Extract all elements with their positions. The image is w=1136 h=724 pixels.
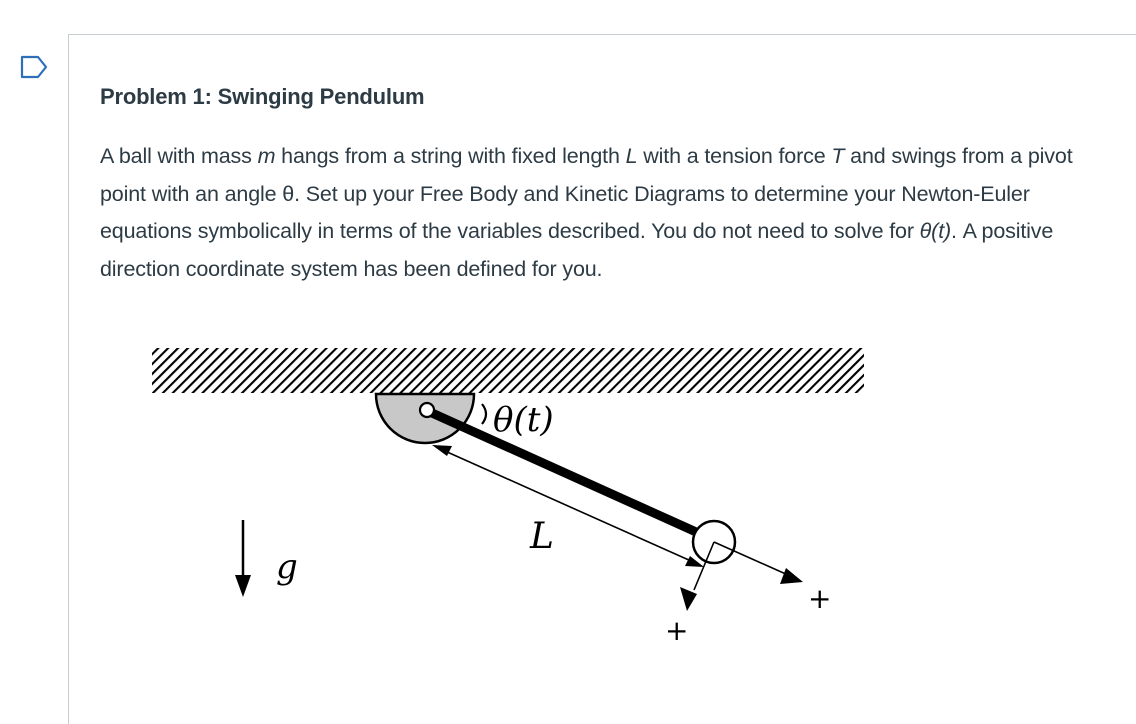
text-segment: with a tension force [637, 144, 832, 168]
radial-axis-arrowhead [780, 568, 803, 584]
text-segment: hangs from a string with fixed length [275, 144, 626, 168]
var-T: T [831, 144, 845, 168]
ceiling-hatch [152, 348, 864, 393]
text-segment: and swings from a pivot point with an angle θ. Set up your Free Body and Kinetic Diagrams to determine your Newton-Euler equations symbolically in terms of the variables described. You do not need to solve for [100, 144, 1073, 243]
var-m: m [257, 144, 276, 168]
radial-plus-label: + [808, 582, 832, 615]
var-L: L [625, 144, 638, 168]
question-title: Problem 1: Swinging Pendulum [100, 84, 425, 109]
length-label: L [530, 516, 554, 557]
var-theta-t: θ(t) [919, 219, 952, 243]
angle-label: θ(t) [493, 400, 554, 440]
gravity-arrowhead [235, 575, 251, 597]
angle-arc [482, 404, 486, 424]
pivot-mount [376, 394, 474, 443]
tangential-axis-arrowhead [680, 587, 697, 611]
length-arrow-head-start [432, 445, 452, 456]
text-segment: . A positive direction coordinate system has been defined for you. [100, 219, 1054, 281]
tangential-plus-label: + [665, 614, 689, 647]
text-segment: A ball with mass [100, 144, 258, 168]
length-dimension-line [436, 447, 700, 565]
gravity-label: g [276, 547, 298, 587]
pendulum-rod [432, 413, 705, 536]
